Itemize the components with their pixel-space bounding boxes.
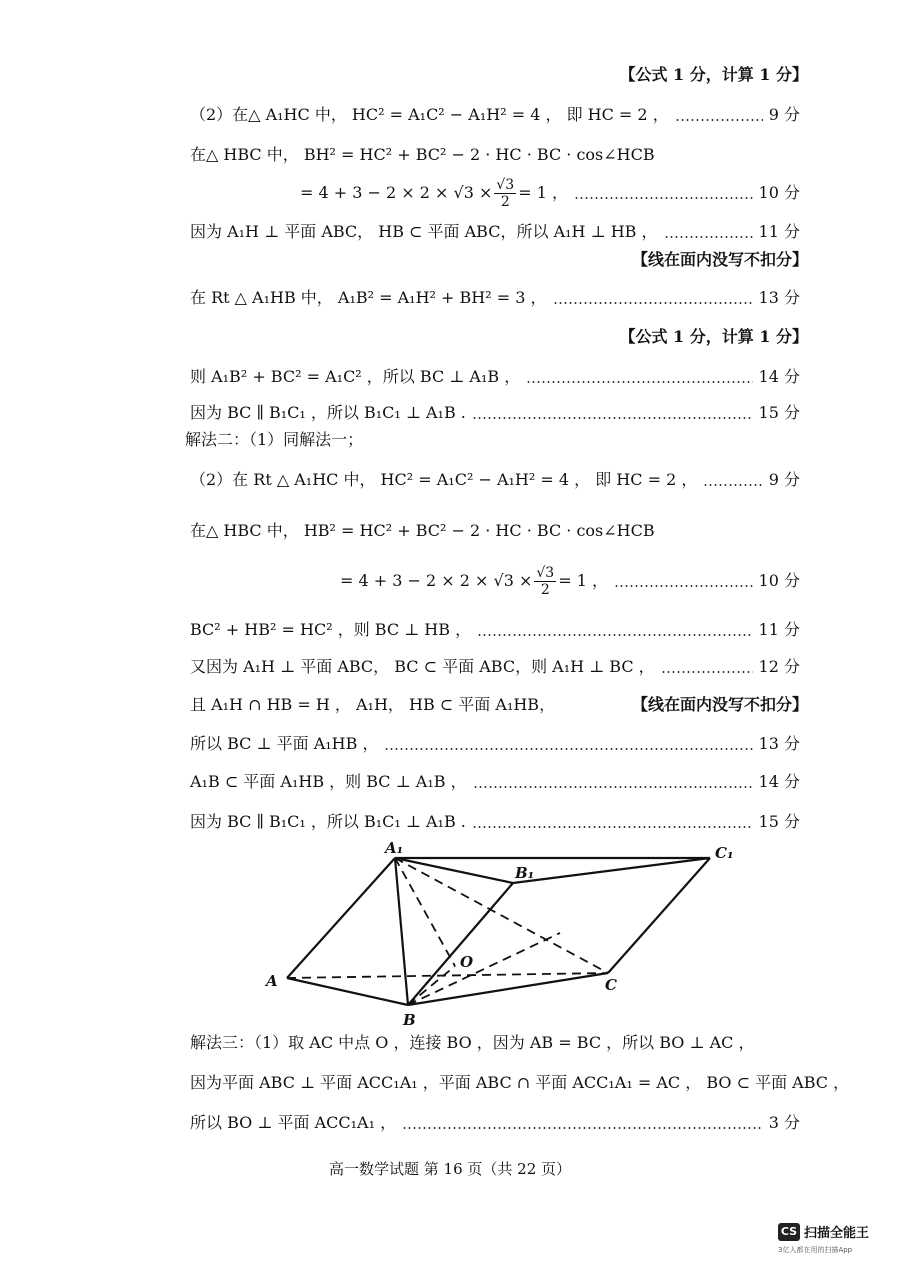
edge-C1C <box>608 858 710 973</box>
m2-line-3-lhs: = 4 + 3 − 2 × 2 × √3 × <box>340 571 533 590</box>
scanner-watermark <box>778 1222 888 1255</box>
m1-line-5 <box>190 283 800 313</box>
m2-line-5-text: 又因为 A₁H ⊥ 平面 ABC， BC ⊂ 平面 ABC，则 A₁H ⊥ BC ， <box>190 657 655 676</box>
camscanner-logo-icon: CS <box>778 1223 800 1241</box>
m3-line-3-points: 3 分 <box>768 1113 800 1132</box>
leader-dots <box>402 1127 763 1129</box>
m2-line-2: 在△ HBC 中， HB² = HC² + BC² − 2 · HC · BC · cos∠HCB <box>190 521 655 540</box>
m3-line-1: 解法三：（1）取 AC 中点 O ，连接 BO ，因为 AB = BC ，所以 BO ⊥ AC ， <box>190 1033 755 1052</box>
m2-line-1 <box>190 465 800 495</box>
m1-line-2: 在△ HBC 中， BH² = HC² + BC² − 2 · HC · BC · cos∠HCB <box>190 145 655 164</box>
prism-figure <box>260 838 740 1038</box>
fraction-denominator: 2 <box>500 193 510 210</box>
m2-line-3 <box>340 566 800 596</box>
edge-A1B1 <box>395 858 513 883</box>
fraction-numerator: √3 <box>496 176 515 193</box>
edge-BC <box>408 973 608 1005</box>
m2-line-4 <box>190 615 800 645</box>
leader-dots <box>384 748 752 750</box>
fraction <box>494 177 516 210</box>
leader-dots <box>614 585 753 587</box>
m2-line-3-points: 10 分 <box>758 571 800 590</box>
leader-dots <box>477 634 752 636</box>
leader-dots <box>703 484 762 486</box>
m1-line-7 <box>190 398 800 428</box>
scoring-note: 【公式 1 分，计算 1 分】 <box>619 327 808 346</box>
m3-line-3-text: 所以 BO ⊥ 平面 ACC₁A₁ ， <box>190 1113 397 1132</box>
m1-line-3-lhs: = 4 + 3 − 2 × 2 × √3 × <box>300 183 493 202</box>
m1-line-4 <box>190 217 800 247</box>
m1-line-7-text: 因为 BC ∥ B₁C₁ ，所以 B₁C₁ ⊥ A₁B . <box>190 403 466 422</box>
leader-dots <box>473 786 753 788</box>
m1-line-3 <box>300 178 800 208</box>
m2-line-9 <box>190 807 800 837</box>
m1-line-7-points: 15 分 <box>758 403 800 422</box>
m2-line-8-text: A₁B ⊂ 平面 A₁HB ，则 BC ⊥ A₁B ， <box>190 772 467 791</box>
m1-line-6 <box>190 362 800 392</box>
m2-line-8-points: 14 分 <box>758 772 800 791</box>
m2-line-9-text: 因为 BC ∥ B₁C₁ ，所以 B₁C₁ ⊥ A₁B . <box>190 812 466 831</box>
edge-AB <box>287 978 408 1005</box>
brand-name: 扫描全能王 <box>804 1226 870 1241</box>
m1-line-6-text: 则 A₁B² + BC² = A₁C² ，所以 BC ⊥ A₁B ， <box>190 367 521 386</box>
leader-dots <box>472 417 753 419</box>
m2-line-4-text: BC² + HB² = HC² ，则 BC ⊥ HB ， <box>190 620 472 639</box>
m2-heading: 解法二：（1）同解法一； <box>185 430 364 449</box>
leader-dots <box>553 302 753 304</box>
m2-line-7-text: 所以 BC ⊥ 平面 A₁HB ， <box>190 734 379 753</box>
m1-line-5-points: 13 分 <box>758 288 800 307</box>
m2-line-6: 且 A₁H ∩ HB = H ， A₁H， HB ⊂ 平面 A₁HB， <box>190 695 556 714</box>
vertex-label-C1: C₁ <box>715 844 734 862</box>
edge-B1B <box>408 883 513 1005</box>
scoring-note: 【线在面内没写不扣分】 <box>631 695 808 714</box>
page-footer: 高一数学试题 第 16 页（共 22 页） <box>328 1160 571 1178</box>
leader-dots <box>661 671 753 673</box>
m2-line-7 <box>190 729 800 759</box>
leader-dots <box>664 236 753 238</box>
m1-line-5-text: 在 Rt △ A₁HB 中， A₁B² = A₁H² + BH² = 3 ， <box>190 288 547 307</box>
leader-dots <box>472 826 753 828</box>
brand-tagline: 3亿人都在用的扫描App <box>778 1246 853 1254</box>
scoring-note: 【线在面内没写不扣分】 <box>631 250 808 269</box>
vertex-label-B: B <box>403 1011 416 1029</box>
m2-line-7-points: 13 分 <box>758 734 800 753</box>
point-label-O: O <box>460 953 474 971</box>
m1-line-3-rhs: = 1 ， <box>518 183 568 202</box>
vertex-label-A1: A₁ <box>385 839 404 857</box>
leader-dots <box>526 381 752 383</box>
vertex-label-B1: B₁ <box>515 864 535 882</box>
m3-line-3 <box>190 1108 800 1138</box>
fraction-numerator: √3 <box>536 564 555 581</box>
m1-line-1-points: 9 分 <box>768 105 800 124</box>
m3-line-2: 因为平面 ABC ⊥ 平面 ACC₁A₁ ，平面 ABC ∩ 平面 ACC₁A₁ = AC ， BO ⊂ 平面 ABC ， <box>190 1073 850 1092</box>
m2-line-1-text: （2）在 Rt △ A₁HC 中， HC² = A₁C² − A₁H² = 4 ， 即 HC = 2 ， <box>190 470 698 489</box>
m1-line-1-text: （2）在△ A₁HC 中， HC² = A₁C² − A₁H² = 4 ， 即 HC = 2 ， <box>190 105 669 124</box>
leader-dots <box>675 119 763 121</box>
m2-line-8 <box>190 767 800 797</box>
segment-BC1-dashed <box>408 933 560 1005</box>
vertex-label-C: C <box>605 976 617 994</box>
edge-A1A <box>287 858 395 978</box>
m1-line-4-text: 因为 A₁H ⊥ 平面 ABC， HB ⊂ 平面 ABC，所以 A₁H ⊥ HB ， <box>190 222 658 241</box>
m1-line-3-points: 10 分 <box>758 183 800 202</box>
m2-line-3-rhs: = 1 ， <box>558 571 608 590</box>
m2-line-1-points: 9 分 <box>768 470 800 489</box>
fraction <box>534 565 556 598</box>
m1-line-6-points: 14 分 <box>758 367 800 386</box>
vertex-label-A: A <box>266 972 278 990</box>
m1-line-1 <box>190 100 800 130</box>
scoring-note: 【公式 1 分，计算 1 分】 <box>619 65 808 84</box>
edge-A1B <box>395 858 408 1005</box>
m2-line-5 <box>190 652 800 682</box>
fraction-denominator: 2 <box>540 581 550 598</box>
m2-line-4-points: 11 分 <box>758 620 800 639</box>
edge-AC-dashed <box>287 973 608 978</box>
m2-line-5-points: 12 分 <box>758 657 800 676</box>
edge-B1C1 <box>513 858 710 883</box>
leader-dots <box>574 197 753 199</box>
m2-line-9-points: 15 分 <box>758 812 800 831</box>
m1-line-4-points: 11 分 <box>758 222 800 241</box>
